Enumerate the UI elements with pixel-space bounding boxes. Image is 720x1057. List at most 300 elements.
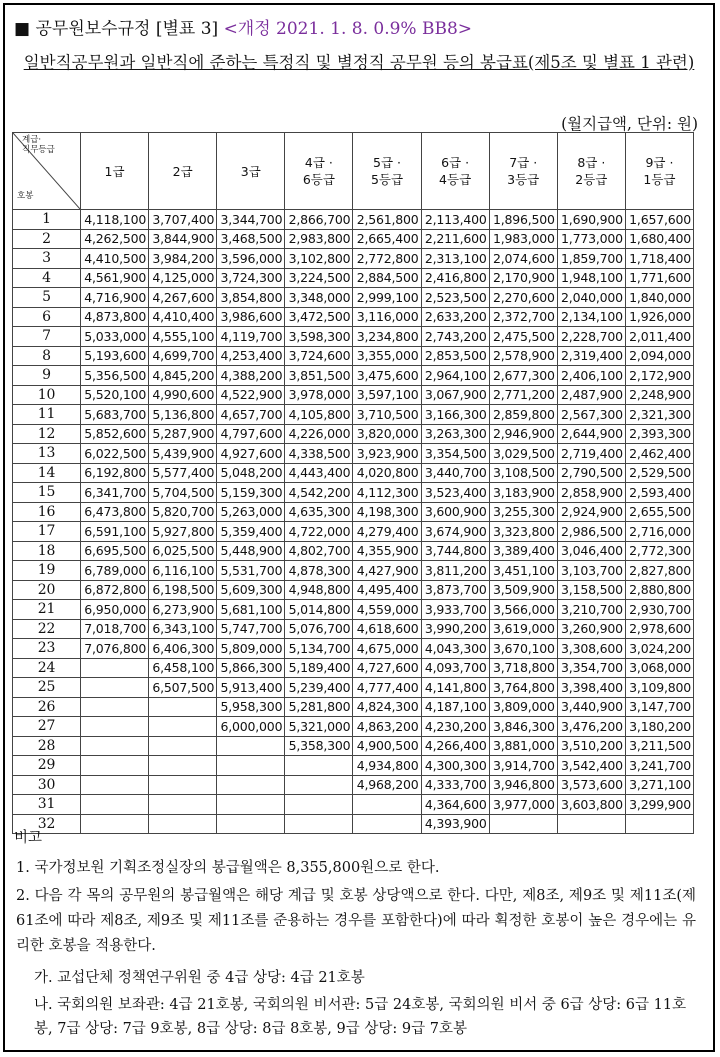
step-number-cell: 16	[13, 502, 81, 522]
salary-cell	[557, 814, 625, 834]
salary-cell: 4,093,700	[421, 658, 489, 678]
salary-cell: 4,355,900	[353, 541, 421, 561]
step-number-cell: 29	[13, 756, 81, 776]
salary-cell: 2,393,300	[625, 424, 693, 444]
salary-cell: 5,704,500	[149, 483, 217, 503]
salary-cell: 2,172,900	[625, 366, 693, 386]
grade-column-header: 6급 · 4등급	[421, 133, 489, 210]
salary-cell: 3,977,000	[489, 795, 557, 815]
salary-cell: 4,542,200	[285, 483, 353, 503]
salary-cell	[149, 814, 217, 834]
table-row	[13, 268, 694, 288]
salary-cell: 2,170,900	[489, 268, 557, 288]
salary-cell: 2,772,300	[625, 541, 693, 561]
salary-cell	[217, 736, 285, 756]
grade-column-header: 4급 · 6등급	[285, 133, 353, 210]
salary-cell: 3,440,700	[421, 463, 489, 483]
salary-cell: 4,198,300	[353, 502, 421, 522]
salary-cell: 2,593,400	[625, 483, 693, 503]
salary-cell	[489, 814, 557, 834]
salary-cell: 6,022,500	[81, 444, 149, 464]
salary-cell: 3,990,200	[421, 619, 489, 639]
salary-cell	[217, 814, 285, 834]
salary-cell: 6,198,500	[149, 580, 217, 600]
table-row	[13, 463, 694, 483]
salary-cell: 2,743,200	[421, 327, 489, 347]
salary-cell: 3,166,300	[421, 405, 489, 425]
salary-cell: 4,722,000	[285, 522, 353, 542]
table-row	[13, 795, 694, 815]
table-row	[13, 385, 694, 405]
salary-cell: 3,978,000	[285, 385, 353, 405]
salary-cell: 4,635,300	[285, 502, 353, 522]
salary-cell: 2,644,900	[557, 424, 625, 444]
salary-cell: 2,462,400	[625, 444, 693, 464]
salary-cell: 5,913,400	[217, 678, 285, 698]
step-number-cell: 21	[13, 600, 81, 620]
salary-cell: 2,677,300	[489, 366, 557, 386]
salary-cell: 2,319,400	[557, 346, 625, 366]
salary-cell: 4,845,200	[149, 366, 217, 386]
salary-cell: 2,719,400	[557, 444, 625, 464]
salary-cell: 2,523,500	[421, 288, 489, 308]
step-number-cell: 20	[13, 580, 81, 600]
salary-cell: 5,820,700	[149, 502, 217, 522]
table-row	[13, 736, 694, 756]
salary-cell: 4,267,600	[149, 288, 217, 308]
salary-cell	[217, 795, 285, 815]
salary-cell: 6,341,700	[81, 483, 149, 503]
salary-cell: 3,933,700	[421, 600, 489, 620]
salary-cell: 3,603,800	[557, 795, 625, 815]
grade-column-header: 9급 · 1등급	[625, 133, 693, 210]
step-number-cell: 13	[13, 444, 81, 464]
salary-cell	[81, 658, 149, 678]
salary-cell: 7,076,800	[81, 639, 149, 659]
step-number-cell: 28	[13, 736, 81, 756]
step-number-cell: 24	[13, 658, 81, 678]
salary-cell: 4,338,500	[285, 444, 353, 464]
salary-cell: 3,724,300	[217, 268, 285, 288]
salary-cell: 3,597,100	[353, 385, 421, 405]
salary-cell: 3,710,500	[353, 405, 421, 425]
salary-cell: 6,473,800	[81, 502, 149, 522]
salary-cell: 2,884,500	[353, 268, 421, 288]
salary-cell: 5,747,700	[217, 619, 285, 639]
step-number-cell: 15	[13, 483, 81, 503]
salary-cell: 5,239,400	[285, 678, 353, 698]
step-number-cell: 23	[13, 639, 81, 659]
salary-cell: 4,699,700	[149, 346, 217, 366]
salary-cell: 4,990,600	[149, 385, 217, 405]
salary-cell: 6,458,100	[149, 658, 217, 678]
salary-cell: 4,112,300	[353, 483, 421, 503]
salary-cell: 4,410,500	[81, 249, 149, 269]
table-row	[13, 639, 694, 659]
step-number-cell: 22	[13, 619, 81, 639]
table-row	[13, 346, 694, 366]
salary-cell: 5,189,400	[285, 658, 353, 678]
grade-column-header: 1급	[81, 133, 149, 210]
salary-cell: 3,670,100	[489, 639, 557, 659]
corner-grade-label: 계급· 직무등급	[22, 135, 55, 155]
square-marker-icon: ■	[14, 19, 31, 39]
salary-cell	[149, 775, 217, 795]
salary-cell: 5,281,800	[285, 697, 353, 717]
salary-cell: 4,900,500	[353, 736, 421, 756]
salary-cell: 3,440,900	[557, 697, 625, 717]
salary-cell: 3,809,000	[489, 697, 557, 717]
salary-cell: 5,359,400	[217, 522, 285, 542]
salary-cell: 6,192,800	[81, 463, 149, 483]
step-number-cell: 32	[13, 814, 81, 834]
table-row	[13, 229, 694, 249]
note-item-2: 2. 다음 각 목의 공무원의 봉급월액은 해당 계급 및 호봉 상당액으로 한다. 다만, 제8조, 제9조 및 제11조(제61조에 따라 제8조, 제9조 및 제11조를 준용하는 경우를 포함한다)에 따라 획정한 호봉이 높은 경우에는 유리한 호봉을 적용한다.	[16, 888, 696, 954]
corner-header-cell	[13, 133, 81, 210]
salary-cell: 2,248,900	[625, 385, 693, 405]
salary-cell: 4,927,600	[217, 444, 285, 464]
salary-cell: 6,872,800	[81, 580, 149, 600]
salary-cell: 2,858,900	[557, 483, 625, 503]
salary-cell: 3,820,000	[353, 424, 421, 444]
salary-cell: 6,950,000	[81, 600, 149, 620]
salary-cell: 3,600,900	[421, 502, 489, 522]
salary-cell	[149, 717, 217, 737]
salary-cell	[285, 795, 353, 815]
salary-cell: 4,657,700	[217, 405, 285, 425]
salary-cell: 2,134,100	[557, 307, 625, 327]
salary-cell: 4,125,000	[149, 268, 217, 288]
table-row	[13, 502, 694, 522]
salary-cell: 3,398,400	[557, 678, 625, 698]
salary-cell: 5,048,200	[217, 463, 285, 483]
salary-cell: 5,448,900	[217, 541, 285, 561]
salary-cell: 2,561,800	[353, 210, 421, 230]
salary-cell: 2,716,000	[625, 522, 693, 542]
table-row	[13, 756, 694, 776]
salary-cell: 4,279,400	[353, 522, 421, 542]
salary-cell: 2,772,800	[353, 249, 421, 269]
salary-cell: 2,930,700	[625, 600, 693, 620]
salary-cell: 2,529,500	[625, 463, 693, 483]
salary-cell	[285, 756, 353, 776]
salary-cell	[625, 814, 693, 834]
salary-cell: 3,881,000	[489, 736, 557, 756]
salary-cell	[81, 775, 149, 795]
salary-cell: 1,948,100	[557, 268, 625, 288]
salary-cell: 2,475,500	[489, 327, 557, 347]
salary-cell	[149, 756, 217, 776]
table-row	[13, 288, 694, 308]
step-number-cell: 4	[13, 268, 81, 288]
salary-cell: 3,158,500	[557, 580, 625, 600]
salary-cell	[81, 678, 149, 698]
salary-cell	[353, 795, 421, 815]
salary-cell: 4,968,200	[353, 775, 421, 795]
step-number-cell: 17	[13, 522, 81, 542]
salary-cell: 3,210,700	[557, 600, 625, 620]
salary-cell: 3,308,600	[557, 639, 625, 659]
table-row	[13, 541, 694, 561]
salary-cell: 3,344,700	[217, 210, 285, 230]
salary-cell: 6,591,100	[81, 522, 149, 542]
salary-cell: 4,802,700	[285, 541, 353, 561]
table-row	[13, 366, 694, 386]
salary-cell: 2,406,100	[557, 366, 625, 386]
salary-cell: 3,255,300	[489, 502, 557, 522]
salary-cell: 2,578,900	[489, 346, 557, 366]
salary-cell: 3,451,100	[489, 561, 557, 581]
salary-cell: 4,934,800	[353, 756, 421, 776]
salary-cell: 4,675,000	[353, 639, 421, 659]
salary-cell	[81, 756, 149, 776]
unit-label: (월지급액, 단위: 원)	[561, 115, 698, 133]
table-title: 일반직공무원과 일반직에 준하는 특정직 및 별정직 공무원 등의 봉급표(제5조 및 별표 1 관련)	[23, 53, 695, 72]
salary-cell: 3,566,000	[489, 600, 557, 620]
step-number-cell: 8	[13, 346, 81, 366]
salary-cell: 5,866,300	[217, 658, 285, 678]
salary-cell	[149, 697, 217, 717]
salary-table	[12, 132, 694, 834]
salary-cell: 6,025,500	[149, 541, 217, 561]
salary-cell: 2,771,200	[489, 385, 557, 405]
salary-cell: 2,859,800	[489, 405, 557, 425]
grade-column-header: 5급 · 5등급	[353, 133, 421, 210]
salary-cell: 5,356,500	[81, 366, 149, 386]
salary-cell: 3,180,200	[625, 717, 693, 737]
salary-cell: 1,896,500	[489, 210, 557, 230]
salary-cell: 5,136,800	[149, 405, 217, 425]
salary-cell: 3,241,700	[625, 756, 693, 776]
salary-cell	[285, 814, 353, 834]
salary-cell: 4,878,300	[285, 561, 353, 581]
salary-cell: 4,863,200	[353, 717, 421, 737]
salary-cell: 2,853,500	[421, 346, 489, 366]
salary-cell: 3,844,900	[149, 229, 217, 249]
salary-cell: 2,790,500	[557, 463, 625, 483]
salary-cell: 4,495,400	[353, 580, 421, 600]
salary-cell: 3,348,000	[285, 288, 353, 308]
salary-cell: 3,355,000	[353, 346, 421, 366]
salary-cell: 4,226,000	[285, 424, 353, 444]
salary-cell: 5,683,700	[81, 405, 149, 425]
salary-cell: 5,531,700	[217, 561, 285, 581]
table-row	[13, 307, 694, 327]
table-row	[13, 483, 694, 503]
salary-cell: 5,520,100	[81, 385, 149, 405]
salary-cell: 4,187,100	[421, 697, 489, 717]
salary-cell: 3,046,400	[557, 541, 625, 561]
salary-cell: 3,510,200	[557, 736, 625, 756]
salary-cell: 2,999,100	[353, 288, 421, 308]
salary-cell: 3,596,000	[217, 249, 285, 269]
salary-cell	[81, 736, 149, 756]
salary-cell: 2,567,300	[557, 405, 625, 425]
salary-cell	[217, 775, 285, 795]
salary-cell: 4,618,600	[353, 619, 421, 639]
salary-cell: 4,873,800	[81, 307, 149, 327]
salary-cell: 3,299,900	[625, 795, 693, 815]
notes-heading: 비고	[14, 830, 43, 846]
salary-cell: 2,011,400	[625, 327, 693, 347]
salary-cell: 5,159,300	[217, 483, 285, 503]
salary-cell	[81, 717, 149, 737]
salary-cell: 2,924,900	[557, 502, 625, 522]
salary-cell: 4,777,400	[353, 678, 421, 698]
salary-cell: 4,119,700	[217, 327, 285, 347]
salary-cell: 3,024,200	[625, 639, 693, 659]
table-row	[13, 697, 694, 717]
salary-cell: 4,266,400	[421, 736, 489, 756]
step-number-cell: 10	[13, 385, 81, 405]
table-row	[13, 619, 694, 639]
salary-cell: 2,880,800	[625, 580, 693, 600]
salary-cell: 1,859,700	[557, 249, 625, 269]
salary-cell: 4,118,100	[81, 210, 149, 230]
salary-cell: 3,354,700	[557, 658, 625, 678]
salary-cell: 1,983,000	[489, 229, 557, 249]
salary-cell: 3,323,800	[489, 522, 557, 542]
salary-cell: 2,986,500	[557, 522, 625, 542]
salary-cell: 4,262,500	[81, 229, 149, 249]
salary-cell: 2,655,500	[625, 502, 693, 522]
table-row	[13, 405, 694, 425]
salary-cell: 2,313,100	[421, 249, 489, 269]
salary-cell: 4,716,900	[81, 288, 149, 308]
step-number-cell: 2	[13, 229, 81, 249]
salary-cell: 4,300,300	[421, 756, 489, 776]
salary-cell: 6,273,900	[149, 600, 217, 620]
table-row	[13, 600, 694, 620]
salary-cell: 3,108,500	[489, 463, 557, 483]
salary-cell: 3,067,900	[421, 385, 489, 405]
table-row	[13, 249, 694, 269]
salary-cell: 1,840,000	[625, 288, 693, 308]
salary-cell: 4,427,900	[353, 561, 421, 581]
salary-cell	[81, 795, 149, 815]
salary-cell: 6,406,300	[149, 639, 217, 659]
salary-cell: 2,321,300	[625, 405, 693, 425]
salary-cell: 3,109,800	[625, 678, 693, 698]
table-row	[13, 814, 694, 834]
salary-cell: 5,439,900	[149, 444, 217, 464]
salary-cell: 2,416,800	[421, 268, 489, 288]
salary-cell: 5,358,300	[285, 736, 353, 756]
table-row	[13, 678, 694, 698]
salary-cell: 4,333,700	[421, 775, 489, 795]
salary-cell: 3,854,800	[217, 288, 285, 308]
salary-cell	[149, 736, 217, 756]
salary-cell	[81, 814, 149, 834]
salary-cell: 3,811,200	[421, 561, 489, 581]
grade-column-header: 8급 · 2등급	[557, 133, 625, 210]
table-row	[13, 717, 694, 737]
salary-cell: 2,983,800	[285, 229, 353, 249]
salary-cell: 4,043,300	[421, 639, 489, 659]
salary-cell: 5,577,400	[149, 463, 217, 483]
salary-cell: 5,014,800	[285, 600, 353, 620]
step-number-cell: 9	[13, 366, 81, 386]
salary-cell: 3,523,400	[421, 483, 489, 503]
salary-cell: 3,260,900	[557, 619, 625, 639]
salary-cell: 5,076,700	[285, 619, 353, 639]
salary-cell: 3,183,900	[489, 483, 557, 503]
table-row	[13, 210, 694, 230]
salary-cell: 2,866,700	[285, 210, 353, 230]
salary-cell: 1,680,400	[625, 229, 693, 249]
note-item-1: 1. 국가정보원 기획조정실장의 봉급월액은 8,355,800원으로 한다.	[16, 860, 440, 876]
salary-cell: 1,690,900	[557, 210, 625, 230]
salary-cell: 3,211,500	[625, 736, 693, 756]
salary-cell: 1,773,000	[557, 229, 625, 249]
step-number-cell: 30	[13, 775, 81, 795]
salary-cell: 2,228,700	[557, 327, 625, 347]
salary-cell	[285, 775, 353, 795]
salary-cell: 3,263,300	[421, 424, 489, 444]
salary-cell: 3,389,400	[489, 541, 557, 561]
salary-cell: 3,102,800	[285, 249, 353, 269]
salary-cell: 5,263,000	[217, 502, 285, 522]
salary-cell: 3,724,600	[285, 346, 353, 366]
salary-cell: 2,094,000	[625, 346, 693, 366]
salary-cell: 4,141,800	[421, 678, 489, 698]
salary-cell: 3,619,000	[489, 619, 557, 639]
table-row	[13, 327, 694, 347]
salary-cell: 3,103,700	[557, 561, 625, 581]
salary-cell: 2,633,200	[421, 307, 489, 327]
salary-cell: 3,475,600	[353, 366, 421, 386]
step-number-cell: 5	[13, 288, 81, 308]
salary-cell: 2,665,400	[353, 229, 421, 249]
table-row	[13, 444, 694, 464]
step-number-cell: 27	[13, 717, 81, 737]
salary-cell: 5,287,900	[149, 424, 217, 444]
grade-column-header: 2급	[149, 133, 217, 210]
salary-cell: 5,193,600	[81, 346, 149, 366]
salary-cell	[149, 795, 217, 815]
salary-cell: 3,029,500	[489, 444, 557, 464]
salary-cell: 3,718,800	[489, 658, 557, 678]
salary-cell: 4,410,400	[149, 307, 217, 327]
salary-cell: 2,487,900	[557, 385, 625, 405]
salary-cell: 4,253,400	[217, 346, 285, 366]
salary-cell: 1,771,600	[625, 268, 693, 288]
salary-cell: 3,914,700	[489, 756, 557, 776]
step-number-cell: 25	[13, 678, 81, 698]
step-number-cell: 6	[13, 307, 81, 327]
salary-cell: 3,147,700	[625, 697, 693, 717]
step-number-cell: 12	[13, 424, 81, 444]
salary-cell: 3,986,600	[217, 307, 285, 327]
salary-cell: 5,033,000	[81, 327, 149, 347]
regulation-header	[14, 14, 472, 39]
salary-cell: 3,472,500	[285, 307, 353, 327]
salary-cell: 3,923,900	[353, 444, 421, 464]
salary-cell: 1,926,000	[625, 307, 693, 327]
revision-note: <개정 2021. 1. 8. 0.9% BB8>	[223, 19, 473, 39]
salary-cell: 6,116,100	[149, 561, 217, 581]
salary-cell: 3,846,300	[489, 717, 557, 737]
salary-cell: 5,852,600	[81, 424, 149, 444]
note-item-2b: 나. 국회의원 보좌관: 4급 21호봉, 국회의원 비서관: 5급 24호봉, 국회의원 비서 중 6급 상당: 6급 11호봉, 7급 상당: 7급 9호봉, 8급 상당: 8급 8호봉, 9급 상당: 9급 7호봉	[34, 997, 687, 1037]
salary-cell: 4,559,000	[353, 600, 421, 620]
salary-cell: 3,674,900	[421, 522, 489, 542]
salary-cell: 3,116,000	[353, 307, 421, 327]
salary-cell: 4,020,800	[353, 463, 421, 483]
note-item-2a: 가. 교섭단체 정책연구위원 중 4급 상당: 4급 21호봉	[34, 970, 365, 986]
salary-cell: 3,234,800	[353, 327, 421, 347]
salary-cell: 4,555,100	[149, 327, 217, 347]
